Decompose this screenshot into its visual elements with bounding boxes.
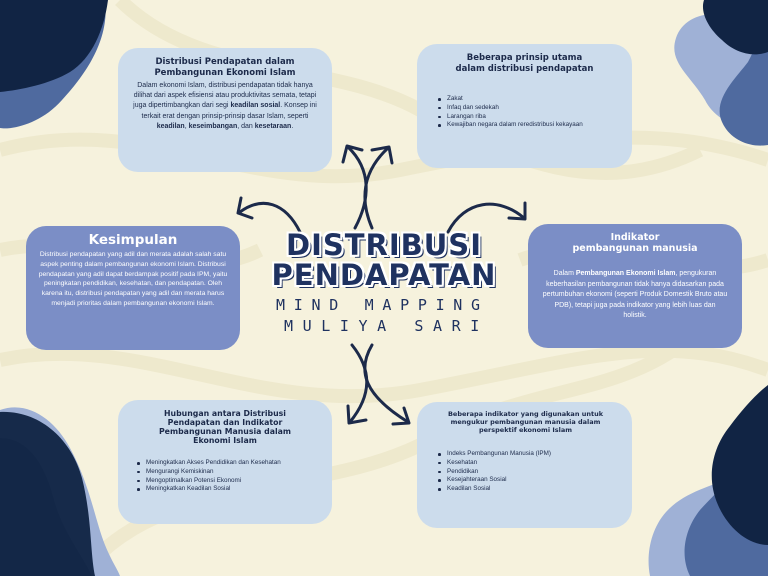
arrow-to-top-right [365,148,388,228]
bold-keadilan: keadilan [156,122,185,130]
bold-kesetaraan: kesetaraan [254,122,292,130]
list-item: Zakat [447,95,618,104]
card-hubungan [118,400,332,524]
list-item: Meningkatkan Keadilan Sosial [146,485,320,494]
card-body [130,81,320,132]
card-title [431,53,618,75]
card-title-line: Hubungan antara Distribusi [164,409,286,418]
card-beberapa-indikator [417,402,632,528]
bold-keseimbangan: keseimbangan [188,122,238,130]
list-item: Meningkatkan Akses Pendidikan dan Kesehatan [146,459,320,468]
body-text: Dalam [553,270,576,277]
list-item: Pendidikan [447,468,620,477]
blob-top-left-navy [0,0,108,92]
arrow-to-bottom-left [350,345,367,422]
card-title-line: Pembangunan Manusia dalam [158,427,292,436]
arrow-to-bottom-right [365,345,408,422]
card-title-line: dalam distribusi pendapatan [455,64,594,74]
author-name: MULIYA SARI [284,317,489,335]
card-title-line: mengukur pembangunan manusia dalam [450,418,601,426]
arrow-to-top-left [348,147,366,228]
indikator-list [431,450,620,494]
indikator-title-line: pembangunan manusia [572,243,698,254]
list-item: Mengurangi Kemiskinan [146,468,320,477]
bold-keadilan-sosial: keadilan sosial [230,102,281,110]
body-text: . [291,122,294,130]
card-title [130,57,320,79]
list-item: Kesehatan [447,459,620,468]
list-item: Larangan riba [447,113,618,122]
card-title [431,410,620,434]
list-item: Keadilan Sosial [447,485,620,494]
card-title-line: Distribusi Pendapatan dalam [155,57,295,67]
list-item: Mengoptimalkan Potensi Ekonomi [146,477,320,486]
body-text: , dan [237,122,255,130]
list-item: Indeks Pembangunan Manusia (IPM) [447,450,620,459]
body-text: , pengukuran keberhasilan pembangunan tidak hanya didasarkan pada pertumbuhan ekonomi (seperti Produk Domestik Bruto atau PDB), tetapi juga pada indikator yang lebih luas dan holistik. [542,270,728,320]
indikator-title [542,232,728,254]
list-item: Kewajiban negara dalam reredistribusi kekayaan [447,121,618,130]
card-distribusi-pembangunan [118,48,332,172]
body-text: Dalam ekonomi Islam, distribusi pendapatan tidak hanya dilihat dari aspek efisiensi atau produktivitas semata, tetapi juga dipertimbangkan dari segi [133,82,317,110]
indikator-body [542,269,728,322]
body-text: , [184,122,189,130]
card-title [130,409,320,445]
kesimpulan-title: Kesimpulan [88,232,178,248]
card-title-line: perspektif ekonomi Islam [479,426,572,434]
card-title-line: Pembangunan Ekonomi Islam [154,68,296,78]
main-title [262,230,506,290]
card-title-line: Beberapa indikator yang digunakan untuk [447,410,604,418]
main-title-line: DISTRIBUSI [286,228,482,262]
list-item: Infaq dan sedekah [447,104,618,113]
subtitle-mind-mapping: MIND MAPPING [276,296,489,314]
card-title-line: Ekonomi Islam [193,436,257,445]
main-title-line: PENDAPATAN [271,258,497,292]
body-text: . Konsep ini terkait erat dengan prinsip-prinsip dasar Islam, seperti [141,102,317,120]
blob-bottom-left-navy [0,412,95,576]
card-prinsip-utama [417,44,632,168]
card-title-line: Beberapa prinsip utama [466,53,583,63]
kesimpulan-body: Distribusi pendapatan yang adil dan merata adalah salah satu aspek penting dalam pembangunan ekonomi Islam. Distribusi pendapatan yang adil dapat berdampak positif pada IPM, yaitu peningkatan pendidikan, kesehatan, dan pendapatan. Oleh karena itu, distribusi pendapatan yang adil dan merata harus menjadi prioritas dalam pembangunan ekonomi Islam. [38,251,228,307]
list-item: Kesejahteraan Sosial [447,476,620,485]
prinsip-list [431,95,618,130]
card-kesimpulan [26,226,240,350]
card-title-line: Pendapatan dan Indikator [167,418,283,427]
indikator-title-line: Indikator [610,232,660,243]
bold-pembangunan-ekonomi-islam: Pembangunan Ekonomi Islam [575,270,676,277]
hubungan-list [130,459,320,494]
card-indikator [528,224,742,348]
